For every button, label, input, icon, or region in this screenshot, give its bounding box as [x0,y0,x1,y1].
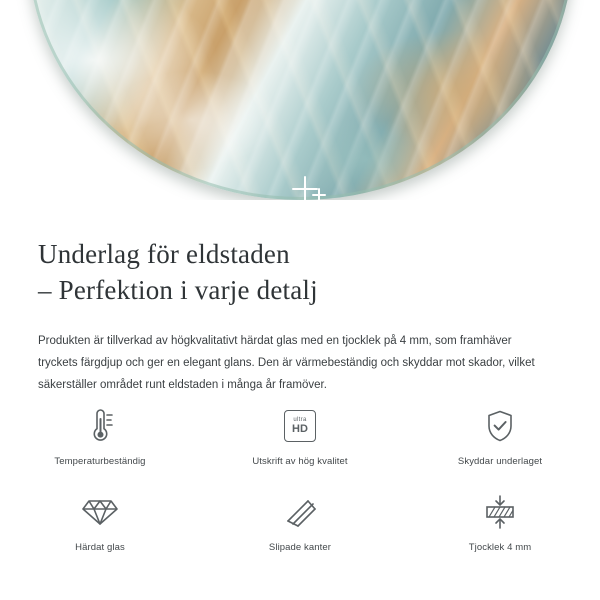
feature-label: Temperaturbeständig [54,456,146,467]
page-title [38,236,600,308]
feature-label: Slipade kanter [268,542,332,553]
diamond-icon [81,490,119,534]
feature-protects-surface [400,400,600,482]
headline-line-2: – Perfektion i varje detalj [38,275,318,305]
feature-label: Tjocklek 4 mm [468,542,532,553]
content-block [0,200,600,396]
feature-label: Skyddar underlaget [457,456,543,467]
ultra-hd-badge-bottom: HD [292,423,308,435]
feature-grid [0,400,600,568]
glass-disc-image [28,0,573,200]
feature-temperature-resistant [0,400,200,482]
hero-image [0,0,600,200]
feature-thickness [400,486,600,568]
thermometer-icon [83,404,117,448]
shield-check-icon [483,404,517,448]
polished-edges-icon [282,490,318,534]
ultra-hd-icon [284,404,316,448]
feature-label: Utskrift av hög kvalitet [252,456,348,467]
headline-line-1: Underlag för eldstaden [38,239,290,269]
thickness-arrows-icon [481,490,519,534]
description-paragraph: Produkten är tillverkad av högkvalitativt härdat glas med en tjocklek på 4 mm, som framhäver tryckets färgdjup och ger en elegant glans. Den är värmebeständig och skyddar mot skador, vilket säkerställer området runt eldstaden i många år framöver. [38,335,535,391]
feature-tempered-glass [0,486,200,568]
feature-high-quality-print [200,400,400,482]
feature-polished-edges [200,486,400,568]
feature-label: Härdat glas [75,542,125,553]
ultra-hd-badge-top: ultra [293,417,307,423]
